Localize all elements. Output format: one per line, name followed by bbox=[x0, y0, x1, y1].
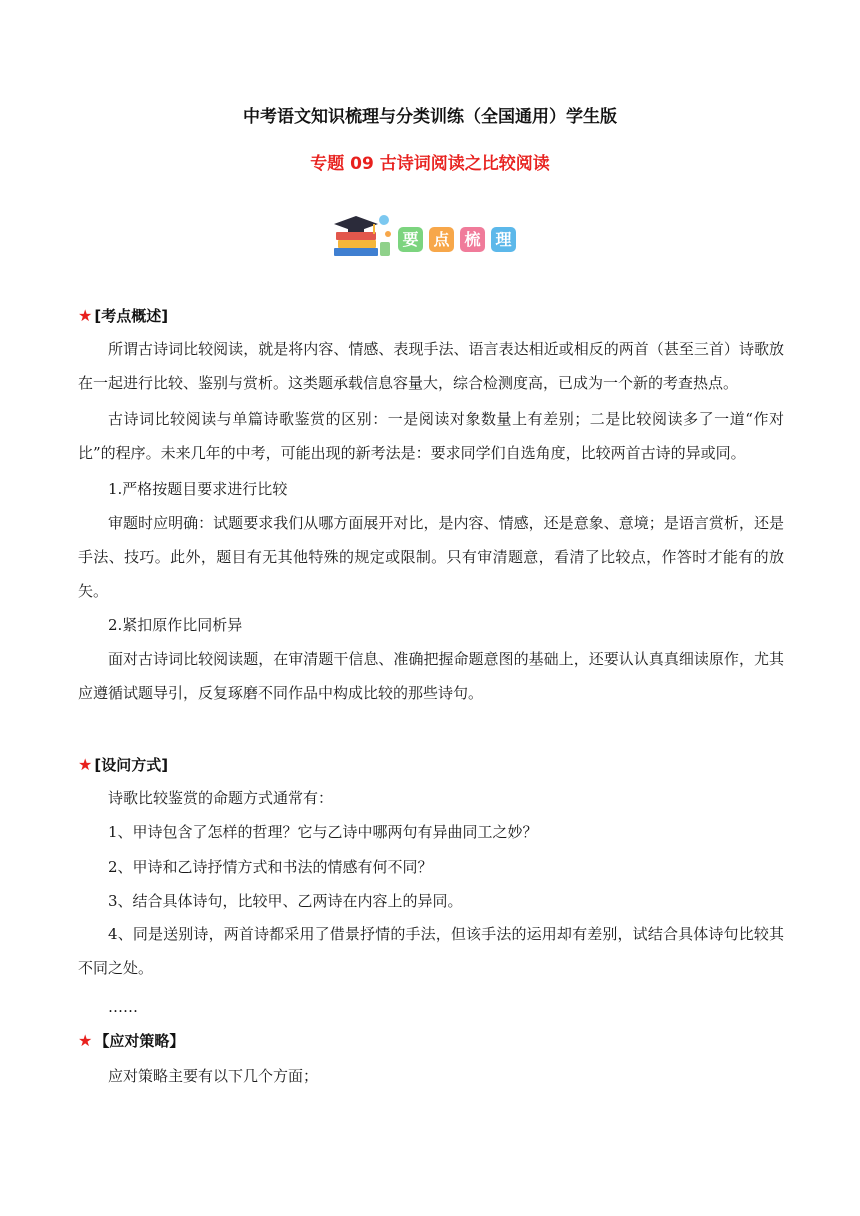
strategy-intro: 应对策略主要有以下几个方面； bbox=[108, 1067, 319, 1085]
chip-dian: 点 bbox=[429, 227, 454, 252]
chip-shu: 梳 bbox=[460, 227, 485, 252]
chip-yao: 要 bbox=[398, 227, 423, 252]
overview-point-2: 2.紧扣原作比同析异 bbox=[108, 616, 243, 634]
books-graduation-cap-icon bbox=[330, 212, 394, 262]
overview-paragraph-3: 审题时应明确：试题要求我们从哪方面展开对比，是内容、情感，还是意象、意境；是语言赏析，还是手法、技巧。此外，题目有无其他特殊的规定或限制。只有审清题意，看清了比较点，作答时才能有的放矢。 bbox=[78, 514, 784, 600]
star-icon: ★ bbox=[78, 306, 93, 325]
question-3: 3、结合具体诗句，比较甲、乙两诗在内容上的异同。 bbox=[108, 892, 463, 910]
overview-paragraph-4: 面对古诗词比较阅读题，在审清题干信息、准确把握命题意图的基础上，还要认认真真细读原作，尤其应遵循试题导引，反复琢磨不同作品中构成比较的那些诗句。 bbox=[78, 650, 784, 702]
chip-li: 理 bbox=[491, 227, 516, 252]
section-heading-questions: ★ [设问方式] bbox=[78, 755, 169, 774]
questions-intro: 诗歌比较鉴赏的命题方式通常有： bbox=[108, 789, 334, 807]
questions-ellipsis: …… bbox=[108, 998, 138, 1016]
star-icon: ★ bbox=[78, 755, 93, 774]
document-title: 中考语文知识梳理与分类训练（全国通用）学生版 bbox=[243, 107, 617, 127]
question-1: 1、甲诗包含了怎样的哲理？它与乙诗中哪两句有异曲同工之妙？ bbox=[108, 823, 538, 841]
star-icon: ★ bbox=[78, 1031, 93, 1050]
overview-point-1: 1.严格按题目要求进行比较 bbox=[108, 480, 288, 498]
section-heading-strategy: ★ 【应对策略】 bbox=[78, 1031, 185, 1050]
question-2: 2、甲诗和乙诗抒情方式和书法的情感有何不同？ bbox=[108, 858, 433, 876]
overview-paragraph-2: 古诗词比较阅读与单篇诗歌鉴赏的区别：一是阅读对象数量上有差别；二是比较阅读多了一道“作对比”的程序。未来几年的中考，可能出现的新考法是：要求同学们自选角度，比较两首古诗的异或同。 bbox=[78, 410, 784, 462]
overview-paragraph-1: 所谓古诗词比较阅读，就是将内容、情感、表现手法、语言表达相近或相反的两首（甚至三首）诗歌放在一起进行比较、鉴别与赏析。这类题承载信息容量大，综合检测度高，已成为一个新的考查热点。 bbox=[78, 340, 784, 392]
section-heading-overview: ★ [考点概述] bbox=[78, 306, 169, 325]
question-4: 4、同是送别诗，两首诗都采用了借景抒情的手法，但该手法的运用却有差别，试结合具体诗句比较其不同之处。 bbox=[78, 925, 784, 977]
key-points-banner bbox=[330, 212, 530, 262]
topic-subtitle: 专题 09 古诗词阅读之比较阅读 bbox=[310, 154, 550, 174]
